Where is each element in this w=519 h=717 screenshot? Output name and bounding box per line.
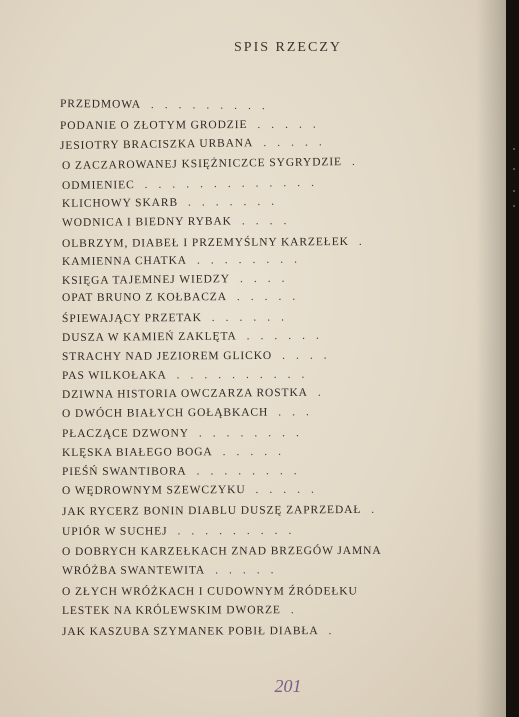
toc-entry	[62, 196, 285, 210]
toc-leader-dots: .	[317, 386, 332, 399]
toc-entry	[60, 136, 333, 152]
toc-entry	[62, 625, 342, 638]
toc-entry-label: WODNICA I BIEDNY RYBAK	[61, 215, 232, 229]
toc-entry	[62, 387, 332, 401]
toc-entry-label: KAMIENNA CHATKA	[61, 254, 188, 268]
toc-leader-dots: ....	[282, 349, 338, 362]
toc-leader-dots: ......	[246, 329, 330, 343]
page-number: 201	[274, 676, 302, 696]
toc-leader-dots: ...	[278, 406, 320, 419]
toc-entry	[62, 504, 385, 518]
toc-entry-label: JAK RYCERZ BONIN DIABLU DUSZĘ ZAPRZEDAŁ	[61, 503, 362, 518]
toc-entry-label: STRACHY NAD JEZIOREM GLICKO	[61, 349, 273, 363]
toc-entry-label: KLĘSKA BIAŁEGO BOGA	[61, 446, 213, 459]
toc-entry	[62, 585, 358, 598]
toc-leader-dots: .....	[257, 118, 327, 131]
toc-entry-label: ŚPIEWAJĄCY PRZETAK	[61, 312, 202, 325]
toc-leader-dots: .....	[222, 445, 293, 459]
toc-entry	[62, 311, 295, 325]
toc-entry-label: LESTEK NA KRÓLEWSKIM DWORZE	[61, 604, 281, 617]
toc-entry	[62, 406, 320, 420]
toc-entry-label: WRÓŻBA SWANTEWITA	[61, 564, 206, 577]
toc-entry-label: DZIWNA HISTORIA OWCZARZA ROSTKA	[61, 386, 308, 401]
toc-entry	[62, 446, 292, 459]
toc-entry-label: PIEŚŃ SWANTIBORA	[61, 465, 187, 478]
toc-entry	[62, 465, 308, 478]
toc-entry-label: KLICHOWY SKARB	[61, 196, 179, 210]
toc-leader-dots: .	[328, 625, 343, 638]
toc-entry-label: O DWÓCH BIAŁYCH GOŁĄBKACH	[61, 406, 269, 420]
toc-entry	[62, 273, 296, 287]
toc-leader-dots: .............	[144, 176, 326, 191]
page-edge-marks	[499, 0, 519, 717]
toc-entry-label: O WĘDROWNYM SZEWCZYKU	[61, 484, 246, 497]
toc-leader-dots: ........	[196, 253, 309, 267]
toc-leader-dots: .	[358, 235, 373, 248]
toc-leader-dots: ....	[239, 272, 296, 286]
toc-entry	[62, 156, 366, 172]
toc-entry-label: PRZEDMOWA	[59, 98, 141, 111]
toc-leader-dots: .......	[187, 195, 286, 209]
toc-entry	[62, 177, 325, 192]
toc-entry	[62, 604, 305, 617]
toc-entry	[62, 215, 297, 229]
toc-leader-dots: .........	[177, 524, 303, 538]
toc-leader-dots: .....	[215, 564, 285, 577]
toc-leader-dots: .	[351, 155, 366, 168]
toc-leader-dots: .........	[150, 98, 276, 113]
toc-entry-label: OLBRZYM, DIABEŁ I PRZEMYŚLNY KARZEŁEK	[61, 235, 349, 250]
toc-entry-label: PŁACZĄCE DZWONY	[61, 427, 189, 440]
toc-leader-dots: ........	[198, 427, 310, 440]
toc-entry-label: OPAT BRUNO Z KOŁBACZA	[61, 291, 227, 304]
toc-leader-dots: ..........	[176, 368, 316, 382]
toc-entry-label: O DOBRYCH KARZEŁKACH ZNAD BRZEGÓW JAMNA	[61, 544, 382, 558]
toc-entry-label: O ZACZAROWANEJ KSIĘŻNICZCE SYGRYDZIE	[61, 156, 343, 172]
toc-leader-dots: .	[290, 604, 305, 617]
toc-entry-label: PAS WILKOŁAKA	[61, 369, 167, 382]
toc-leader-dots: ........	[196, 465, 308, 478]
toc-leader-dots: .	[371, 503, 386, 516]
toc-entry-label: ODMIENIEC	[61, 179, 135, 192]
toc-entry-label: DUSZA W KAMIEŃ ZAKLĘTA	[61, 330, 237, 344]
toc-entry	[62, 484, 325, 497]
toc-entry	[62, 525, 302, 538]
toc-leader-dots: ......	[211, 311, 296, 324]
toc-entry	[62, 369, 315, 382]
toc-entry	[60, 119, 327, 132]
toc-entry-label: O ZŁYCH WRÓŻKACH I CUDOWNYM ŹRÓDEŁKU	[61, 585, 358, 598]
toc-entry	[62, 350, 338, 363]
toc-entry-label: UPIÓR W SUCHEJ	[61, 525, 168, 538]
toc-entry	[62, 253, 308, 268]
toc-entry-label: JESIOTRY BRACISZKA URBANA	[59, 137, 254, 152]
toc-leader-dots: .....	[236, 290, 307, 304]
toc-entry	[62, 564, 285, 577]
toc-leader-dots: .....	[263, 136, 333, 150]
toc-entry	[62, 330, 330, 344]
toc-leader-dots: .....	[255, 483, 325, 496]
toc-entry	[62, 236, 373, 250]
toc-entry	[62, 427, 310, 440]
toc-entry	[60, 98, 276, 112]
toc-entry	[62, 545, 382, 558]
toc-leader-dots: ....	[241, 214, 298, 228]
toc-entry-label: PODANIE O ZŁOTYM GRODZIE	[59, 119, 248, 132]
toc-entry-label: JAK KASZUBA SZYMANEK POBIŁ DIABŁA	[61, 625, 319, 638]
toc-entry	[62, 291, 306, 304]
page-title: SPIS RZECZY	[234, 40, 342, 55]
toc-entry-label: KSIĘGA TAJEMNEJ WIEDZY	[61, 273, 231, 287]
